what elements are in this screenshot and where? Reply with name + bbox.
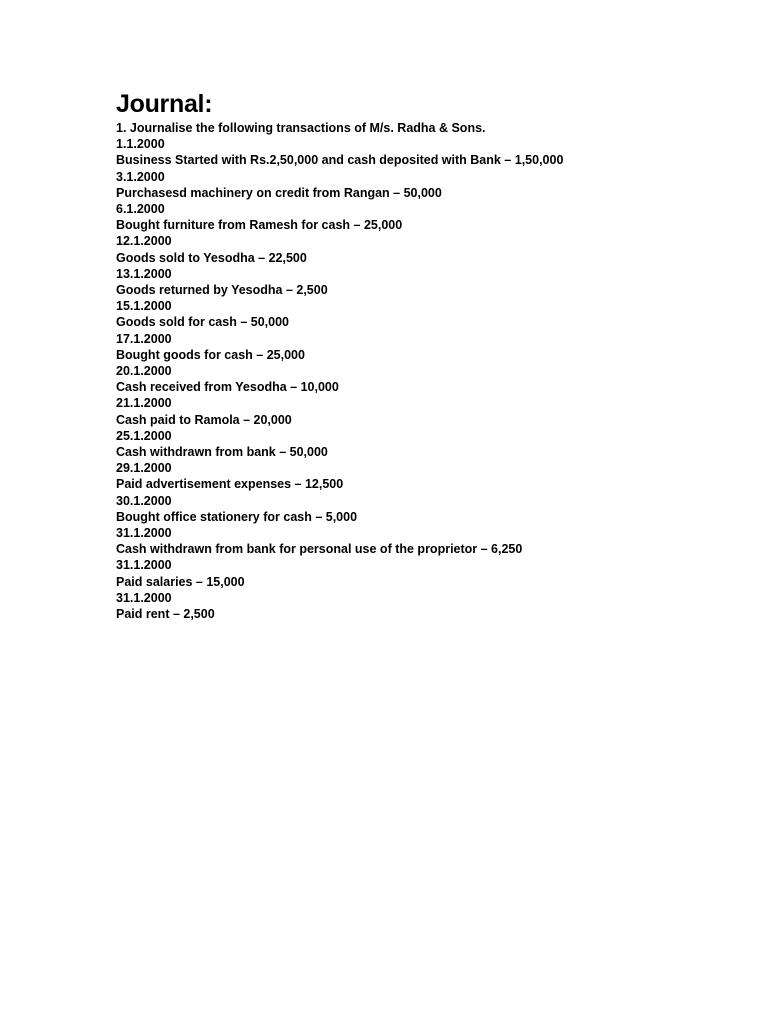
transaction-entry	[116, 331, 736, 363]
transaction-entry	[116, 266, 736, 298]
transaction-date: 30.1.2000	[116, 493, 172, 508]
transaction-date: 17.1.2000	[116, 331, 172, 346]
transaction-entry	[116, 493, 736, 525]
transaction-entry	[116, 525, 736, 557]
question-text: 1. Journalise the following transactions of M/s. Radha & Sons.	[116, 121, 486, 135]
transaction-description: Bought furniture from Ramesh for cash – 25,000	[116, 218, 403, 233]
transaction-entry	[116, 395, 736, 427]
transaction-date: 15.1.2000	[116, 299, 172, 314]
transaction-date: 31.1.2000	[116, 526, 172, 541]
transaction-description: Cash paid to Ramola – 20,000	[116, 412, 292, 427]
transaction-description: Purchasesd machinery on credit from Rangan – 50,000	[116, 185, 442, 200]
transaction-entry	[116, 460, 736, 492]
transaction-description: Paid advertisement expenses – 12,500	[116, 477, 344, 492]
transaction-description: Goods sold to Yesodha – 22,500	[116, 250, 307, 265]
transaction-description: Goods returned by Yesodha – 2,500	[116, 283, 328, 298]
transaction-description: Paid rent – 2,500	[116, 607, 215, 622]
transaction-date: 29.1.2000	[116, 461, 172, 476]
transaction-entry	[116, 428, 736, 460]
transaction-date: 12.1.2000	[116, 234, 172, 249]
transaction-date: 13.1.2000	[116, 266, 172, 281]
transaction-description: Bought goods for cash – 25,000	[116, 347, 305, 362]
transaction-date: 21.1.2000	[116, 396, 172, 411]
transaction-description: Cash received from Yesodha – 10,000	[116, 380, 339, 395]
transaction-description: Cash withdrawn from bank – 50,000	[116, 445, 328, 460]
transaction-description: Business Started with Rs.2,50,000 and cash deposited with Bank – 1,50,000	[116, 153, 564, 168]
transaction-description: Paid salaries – 15,000	[116, 574, 245, 589]
transaction-date: 1.1.2000	[116, 137, 165, 152]
transaction-date: 3.1.2000	[116, 169, 165, 184]
transaction-entry	[116, 169, 736, 201]
transaction-entry	[116, 201, 736, 233]
transaction-entry	[116, 298, 736, 330]
transaction-description: Cash withdrawn from bank for personal use of the proprietor – 6,250	[116, 542, 523, 557]
transaction-date: 25.1.2000	[116, 428, 172, 443]
transaction-entry	[116, 590, 736, 622]
transaction-date: 6.1.2000	[116, 202, 165, 217]
transaction-description: Bought office stationery for cash – 5,000	[116, 509, 358, 524]
transaction-date: 31.1.2000	[116, 558, 172, 573]
transaction-description: Goods sold for cash – 50,000	[116, 315, 289, 330]
page-title: Journal:	[116, 90, 213, 118]
transaction-entry	[116, 233, 736, 265]
transaction-entry	[116, 557, 736, 589]
transaction-entry	[116, 136, 736, 168]
transaction-entry	[116, 363, 736, 395]
transaction-list	[116, 136, 736, 622]
transaction-date: 20.1.2000	[116, 364, 172, 379]
transaction-date: 31.1.2000	[116, 590, 172, 605]
document-page	[116, 88, 736, 622]
